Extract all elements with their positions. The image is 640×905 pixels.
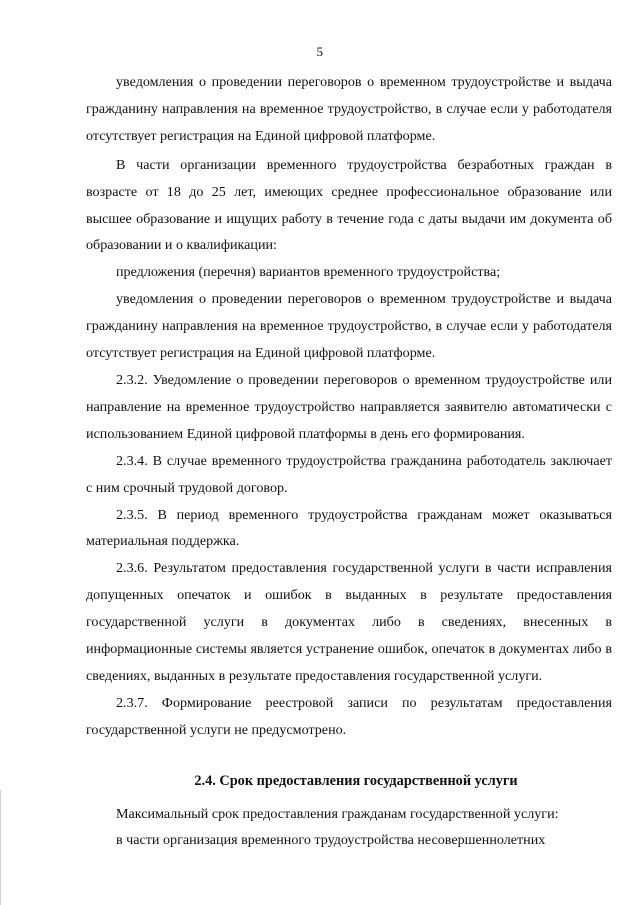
paragraph: В части организации временного трудоустройства безработных граждан в возрасте от 18 до 25 лет, имеющих среднее профессиональное образование или высшее образование и ищущих работу в течение года с даты выдачи им документа об образовании и о квалификации:: [86, 156, 612, 254]
section-heading: 2.4. Срок предоставления государственной услуги: [194, 772, 518, 789]
paragraph: 2.3.4. В случае временного трудоустройства гражданина работодатель заключает с ним срочный трудовой договор.: [86, 452, 612, 496]
paragraph: Максимальный срок предоставления гражданам государственной услуги:: [116, 805, 559, 822]
paragraph: 2.3.2. Уведомление о проведении переговоров о временном трудоустройстве или направление на временное трудоустройство направляется заявителю автоматически с использованием Единой цифровой платформы в день его формирования.: [86, 371, 612, 442]
paragraph: предложения (перечня) вариантов временного трудоустройства;: [116, 264, 501, 281]
paragraph: уведомления о проведении переговоров о временном трудоустройстве и выдача гражданину направления на временное трудоустройство, в случае если у работодателя отсутствует регистрация на Единой цифровой платформе.: [86, 291, 612, 362]
document-body: [86, 69, 612, 854]
paragraph: уведомления о проведении переговоров о временном трудоустройстве и выдача гражданину направления на временное трудоустройство, в случае если у работодателя отсутствует регистрация на Единой цифровой платформе.: [86, 74, 612, 144]
paragraph: 2.3.6. Результатом предоставления государственной услуги в части исправления допущенных опечаток и ошибок в выданных в результате предоставления государственной услуги в документах либо в сведениях, внесенных в информационные системы является устранение ошибок, опечаток в документах либо в сведениях, выданных в результате предоставления государственной услуги.: [86, 560, 612, 684]
page-number: 5: [316, 44, 324, 59]
paragraph: в части организация временного трудоустройства несовершеннолетних: [116, 832, 546, 849]
paragraph: 2.3.5. В период временного трудоустройства гражданам может оказываться материальная поддержка.: [86, 506, 612, 550]
paragraph: 2.3.7. Формирование реестровой записи по результатам предоставления государственной услуги не предусмотрено.: [86, 694, 612, 738]
scan-edge-line: [0, 790, 1, 905]
